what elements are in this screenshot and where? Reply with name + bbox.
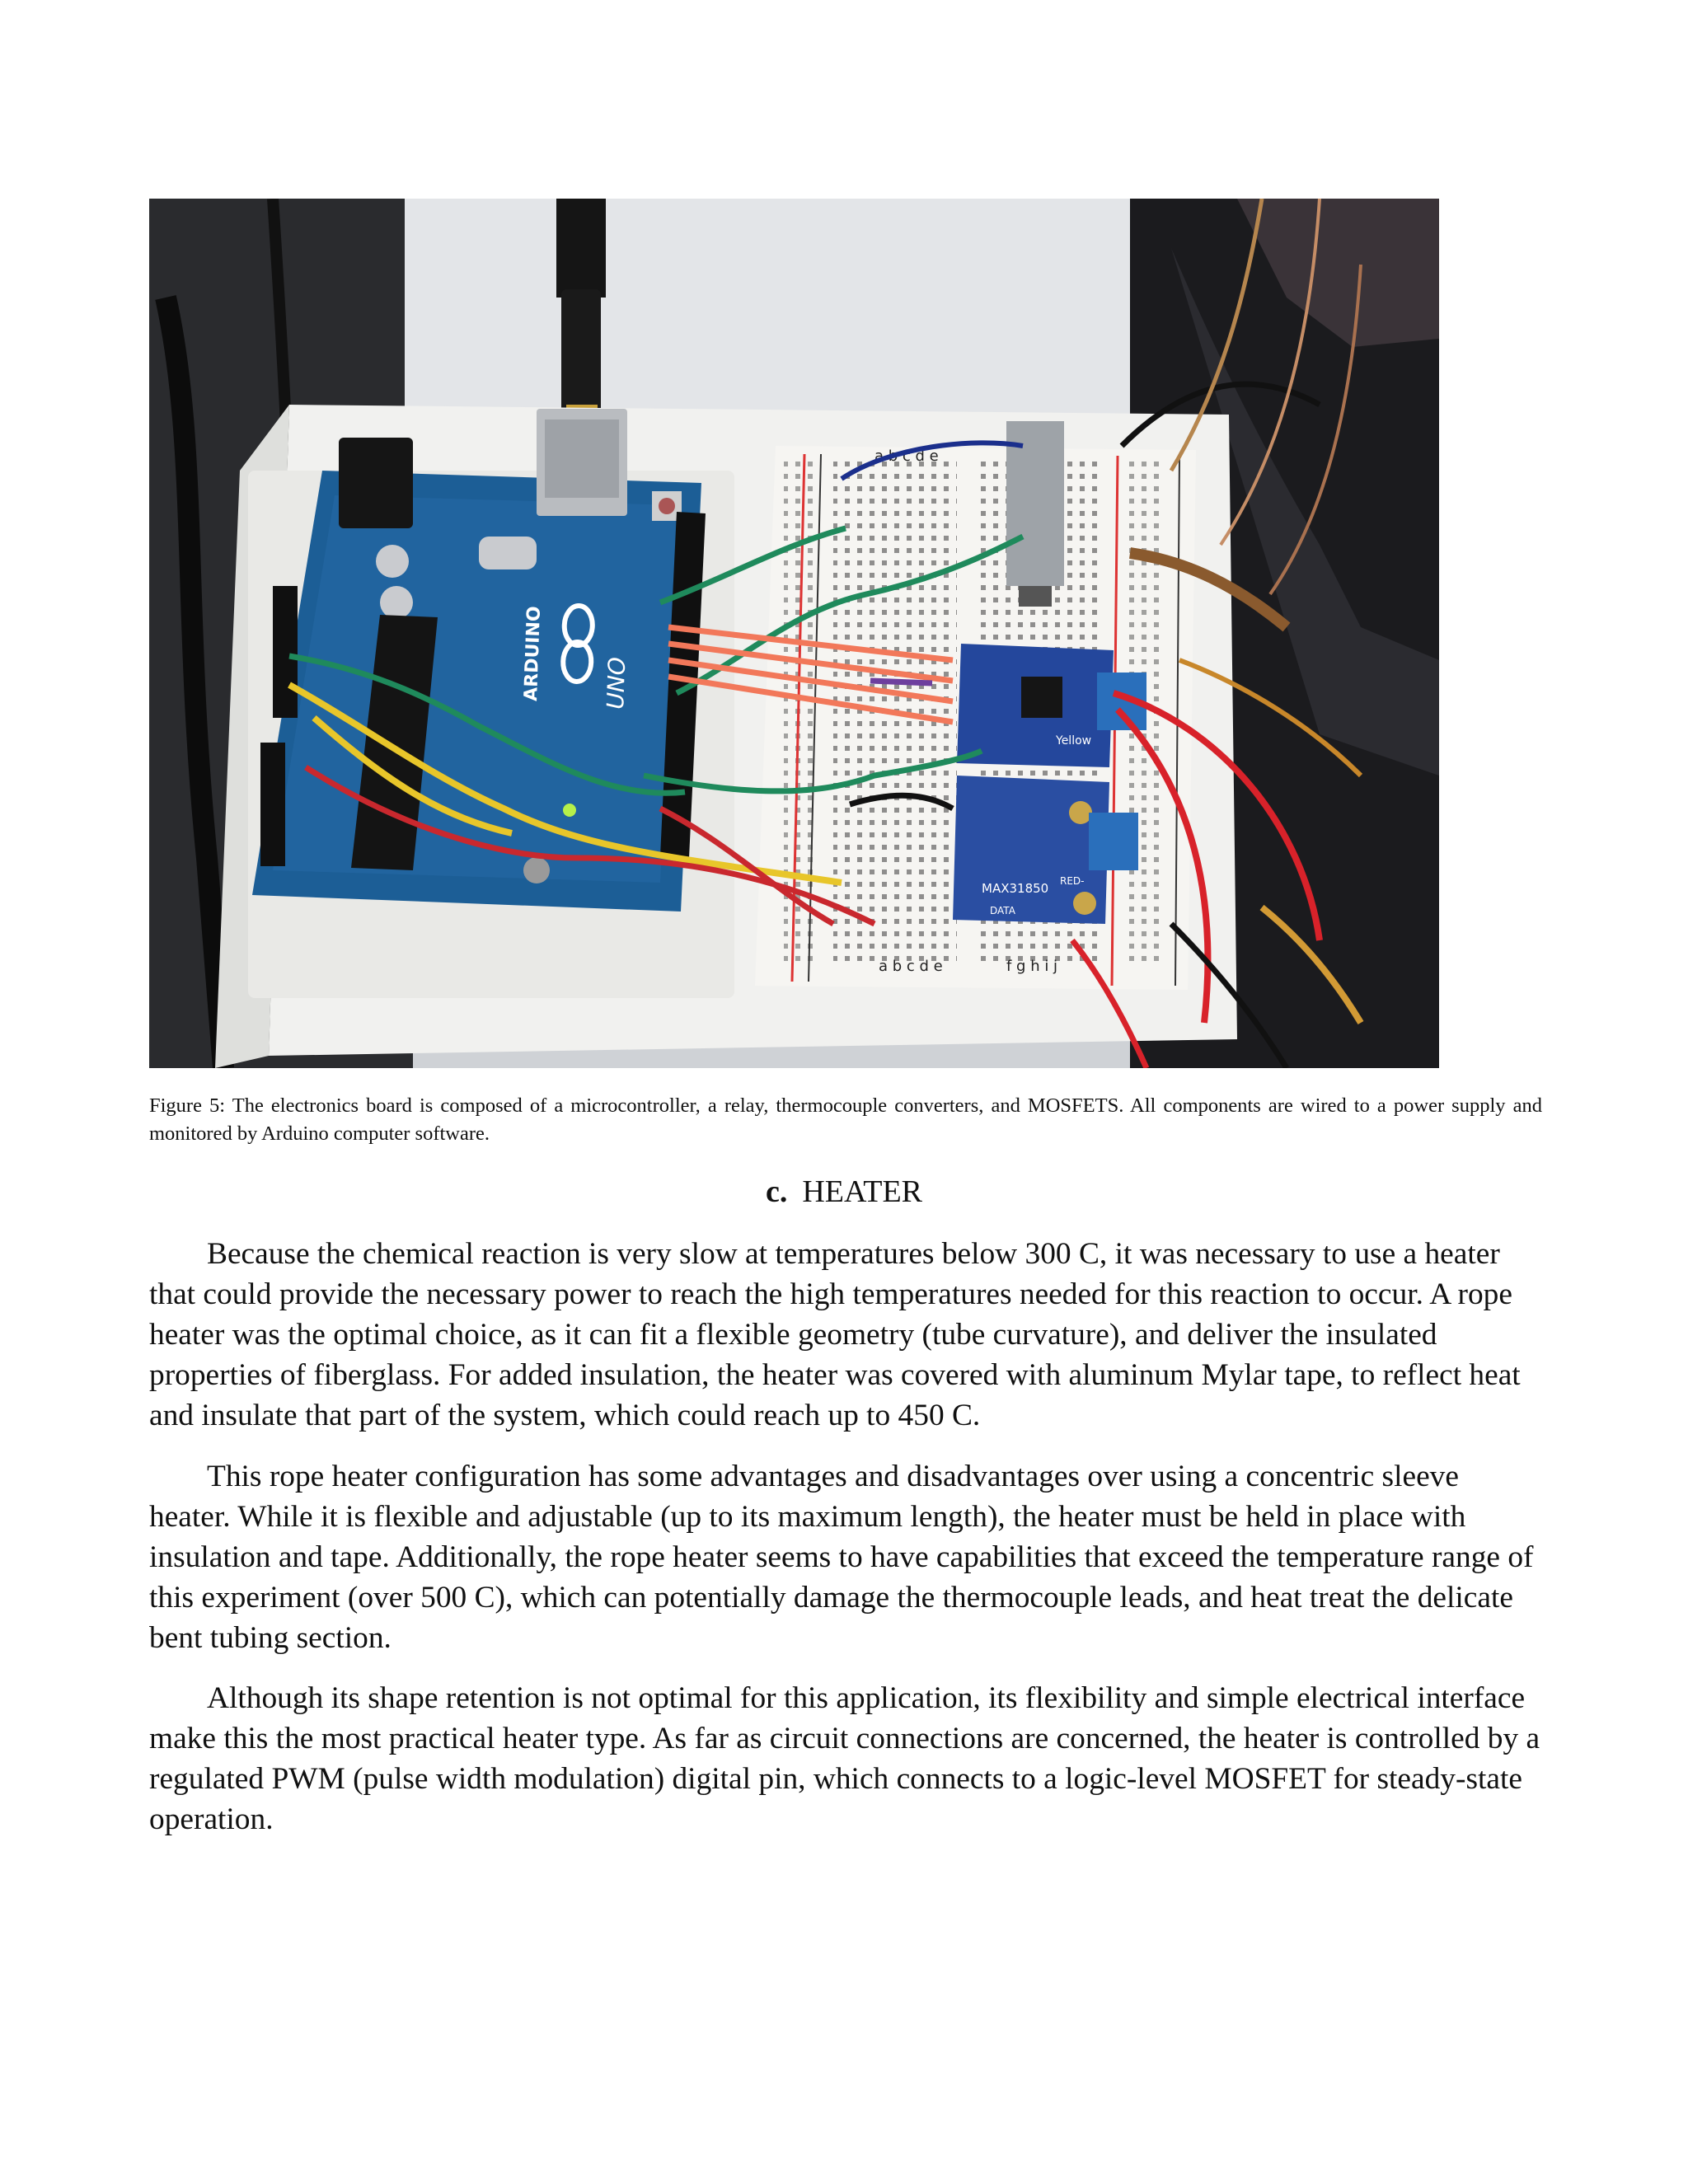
body-paragraph: Although its shape retention is not optimal for this application, its flexibility and simple electrical interface make this the most practical heater type. As far as circuit connections are concerned, the heater is controlled by a regulated PWM (pulse width modulation) digital pin, which connects to a logic-level MOSFET for steady-state operation. xyxy=(149,1681,1540,1836)
breadboard-columns-bottom-left-text: a b c d e xyxy=(879,958,943,975)
data-label-text: DATA xyxy=(990,905,1015,916)
body-paragraph: Because the chemical reaction is very slow at temperatures below 300 C, it was necessary to use a heater that could provide the necessary power to reach the high temperatures needed for this reaction to occur. A rope heater was the optimal choice, as it can fit a flexible geometry (tube curvature), and deliver the insulated properties of fiberglass. For added insulation, the heater was covered with aluminum Mylar tape, to reflect heat and insulate that part of the system, which could reach up to 450 C. xyxy=(149,1237,1521,1432)
yellow-label-text: Yellow xyxy=(1056,734,1092,748)
body-paragraph: This rope heater configuration has some advantages and disadvantages over using a concentric sleeve heater. While it is flexible and adjustable (up to its maximum length), the heater must be held in place with insulation and tape. Additionally, the rope heater seems to have capabilities that exceed the temperature range of this experiment (over 500 C), which can potentially damage the thermocouple leads, and heat treat the delicate bent tubing section. xyxy=(149,1460,1534,1655)
electronics-board-photo xyxy=(149,199,1439,1068)
red-label-text: RED- xyxy=(1060,875,1085,887)
arduino-model-text: UNO xyxy=(602,656,631,710)
section-heading xyxy=(0,1170,1688,1213)
max31850-chip-text: MAX31850 xyxy=(982,881,1049,896)
breadboard-columns-top-text: a b c d e xyxy=(874,448,939,465)
section-number: c. xyxy=(765,1174,788,1209)
arduino-brand-text: ARDUINO xyxy=(521,606,546,702)
figure-caption: Figure 5: The electronics board is composed of a microcontroller, a relay, thermocouple converters, and MOSFETS. All components are wired to a power supply and monitored by Arduino computer software. xyxy=(149,1094,1542,1145)
section-title: HEATER xyxy=(802,1174,923,1209)
breadboard-columns-bottom-right-text: f g h i j xyxy=(1006,958,1058,975)
figure-photo xyxy=(149,199,1439,1068)
